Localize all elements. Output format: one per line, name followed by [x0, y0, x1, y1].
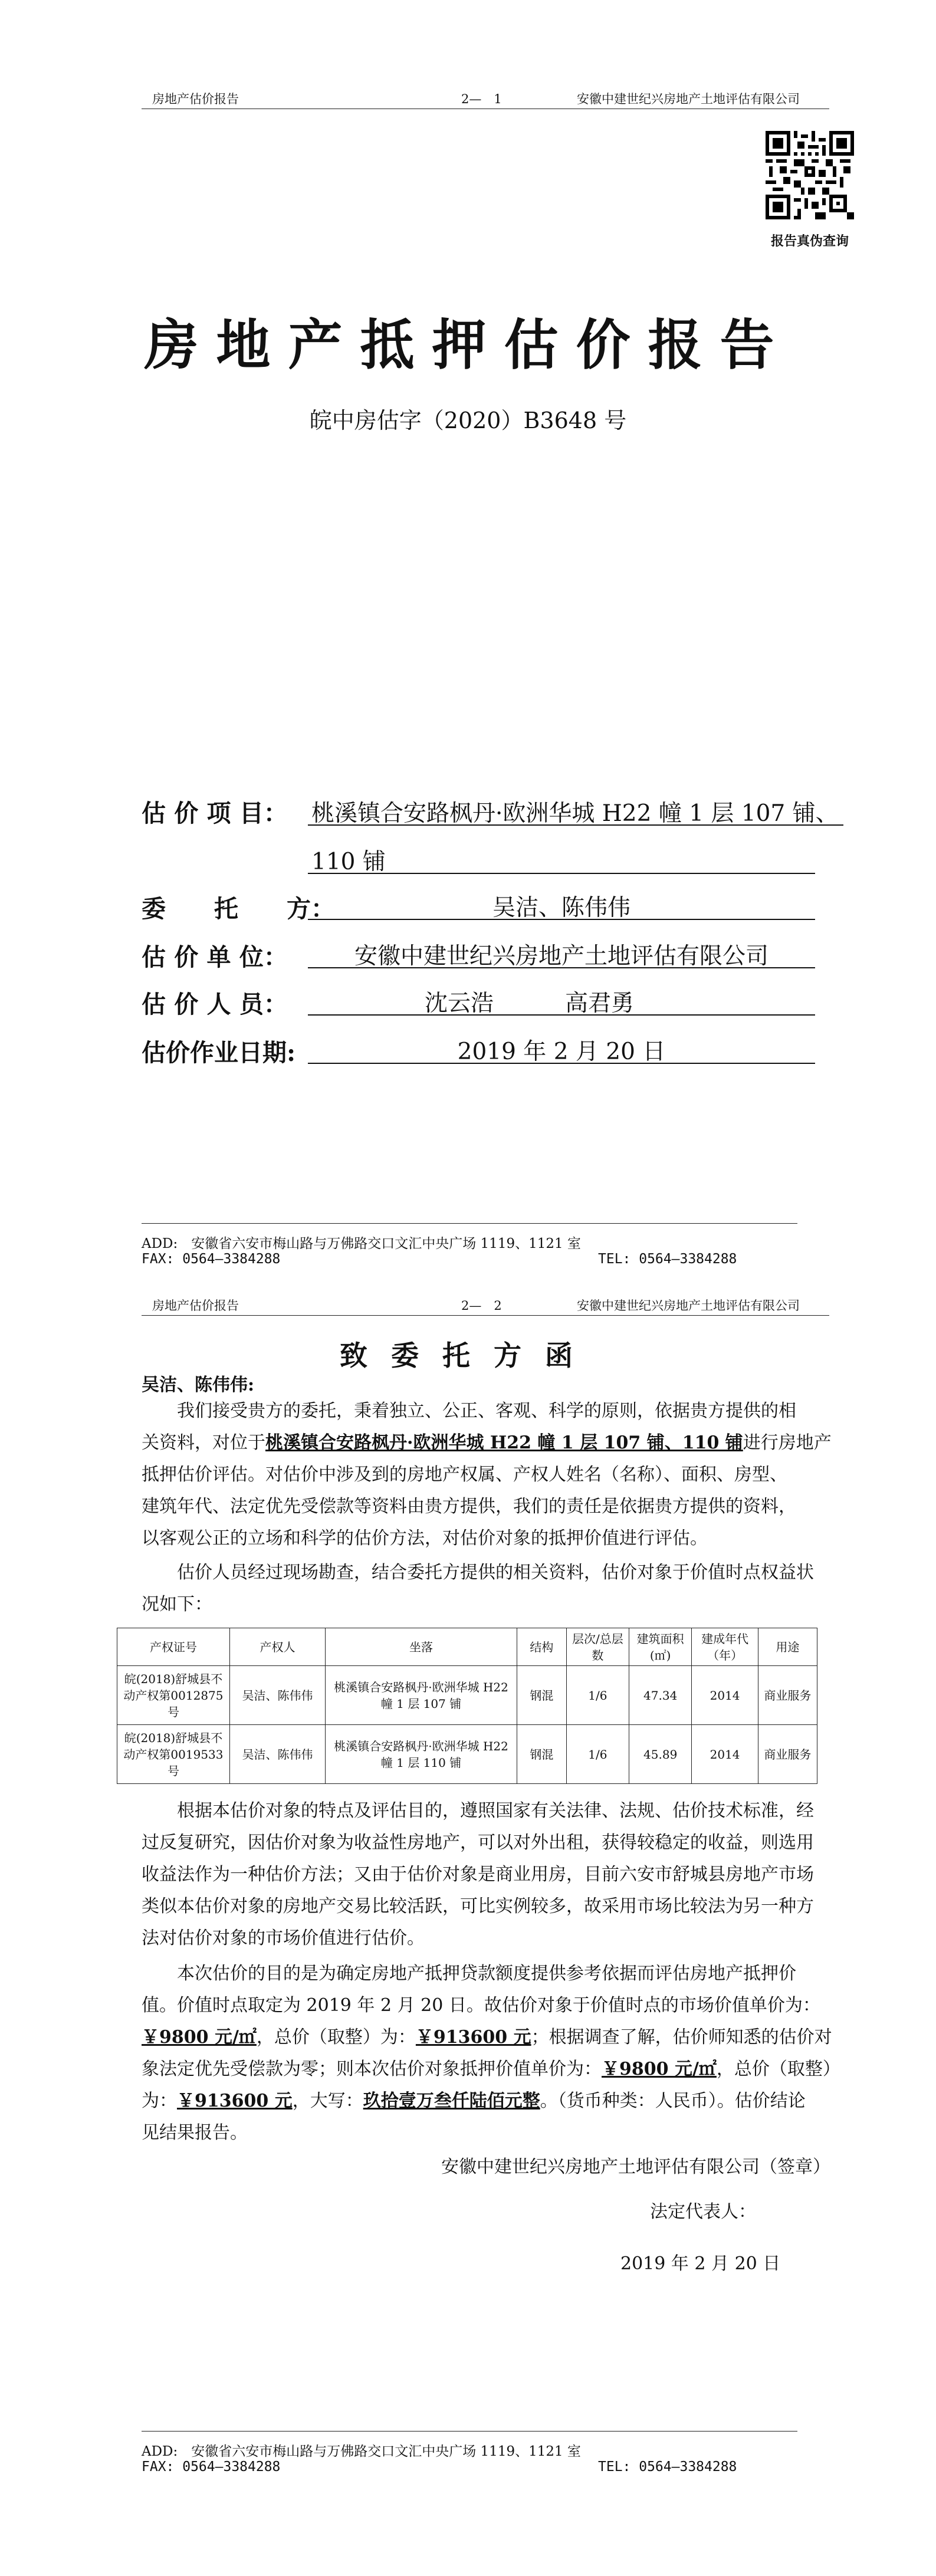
footer-fax: FAX: 0564—3384288	[142, 1251, 281, 1267]
mortgage-total-price: ￥913600 元	[177, 2091, 293, 2111]
signature-representative: 法定代表人：	[650, 2202, 756, 2222]
p3-line4: 类似本估价对象的房地产交易比较活跃，可比实例较多，故采用市场比较法为另一种方	[142, 1896, 814, 1917]
cell-owner: 吴洁、陈伟伟	[229, 1666, 325, 1725]
col-header: 层次/总层数	[566, 1628, 629, 1666]
signature-company: 安徽中建世纪兴房地产土地评估有限公司（签章）	[441, 2157, 830, 2177]
header-right: 安徽中建世纪兴房地产土地评估有限公司	[577, 92, 800, 106]
appraiser-1: 沈云浩	[425, 990, 494, 1017]
p1-line4: 建筑年代、法定优先受偿款等资料由贵方提供，我们的责任是依据贵方提供的资料，	[142, 1496, 796, 1517]
p3-line2: 过反复研究，因估价对象为收益性房地产，可以对外出租，获得较稳定的收益，则选用	[142, 1832, 814, 1853]
property-table	[117, 1628, 817, 1784]
col-header: 产权人	[229, 1628, 325, 1666]
footer-fax: FAX: 0564—3384288	[142, 2459, 281, 2475]
document-number: 皖中房估字（2020）B3648 号	[309, 408, 627, 433]
header-page-number: 2— 1	[461, 92, 502, 106]
qr-caption: 报告真伪查询	[770, 234, 849, 249]
project-value-line2: 110 铺	[311, 849, 386, 875]
col-header: 结构	[517, 1628, 567, 1666]
cell-year: 2014	[692, 1666, 758, 1725]
p1-line2-a: 关资料，对位于	[142, 1432, 265, 1453]
property-address: 桃溪镇合安路枫丹·欧洲华城 H22 幢 1 层 107 铺、110 铺	[265, 1432, 743, 1453]
client-label: 委 托 方：	[142, 895, 335, 923]
cell-cert-no: 皖(2018)舒城县不动产权第0012875 号	[117, 1666, 230, 1725]
footer-address: ADD: 安徽省六安市梅山路与万佛路交口文汇中央广场 1119、1121 室	[142, 2444, 581, 2459]
cell-cert-no: 皖(2018)舒城县不动产权第0019533 号	[117, 1725, 230, 1784]
p1-line2	[142, 1427, 832, 1459]
table-row	[117, 1666, 817, 1725]
market-total-price: ￥913600 元	[415, 2027, 531, 2048]
project-value-line1: 桃溪镇合安路枫丹·欧洲华城 H22 幢 1 层 107 铺、	[311, 800, 839, 827]
p4-line1: 本次估价的目的是为确定房地产抵押贷款额度提供参考依据而评估房地产抵押价	[177, 1963, 796, 1984]
p3-line5: 法对估价对象的市场价值进行估价。	[142, 1928, 425, 1949]
cell-floor: 1/6	[566, 1666, 629, 1725]
unit-underline	[308, 967, 815, 968]
header-rule	[142, 1315, 829, 1316]
col-header: 产权证号	[117, 1628, 230, 1666]
cell-structure: 钢混	[517, 1666, 567, 1725]
col-header: 用途	[758, 1628, 817, 1666]
project-underline-1	[308, 824, 843, 826]
letter-title: 致委托方函	[340, 1340, 596, 1372]
date-value: 2019 年 2 月 20 日	[457, 1039, 666, 1065]
date-underline	[308, 1063, 815, 1064]
footer-address: ADD: 安徽省六安市梅山路与万佛路交口文汇中央广场 1119、1121 室	[142, 1236, 581, 1251]
cell-floor: 1/6	[566, 1725, 629, 1784]
col-header: 建成年代（年）	[692, 1628, 758, 1666]
amount-in-words: 玖拾壹万叁仟陆佰元整	[363, 2091, 540, 2111]
cell-location: 桃溪镇合安路枫丹·欧洲华城 H22 幢 1 层 107 铺	[325, 1666, 517, 1725]
header-page-number: 2— 2	[461, 1299, 502, 1313]
col-header: 建筑面积(㎡)	[629, 1628, 692, 1666]
table-row	[117, 1725, 817, 1784]
footer-tel: TEL: 0564—3384288	[598, 1251, 737, 1267]
p2-line2: 况如下：	[142, 1594, 212, 1615]
appraiser-2: 高君勇	[565, 990, 635, 1017]
project-underline-2	[308, 873, 815, 874]
header-left: 房地产估价报告	[152, 92, 239, 106]
client-underline	[308, 919, 815, 920]
cell-year: 2014	[692, 1725, 758, 1784]
cell-area: 45.89	[629, 1725, 692, 1784]
p4-line3-d: ；根据调查了解，估价师知悉的估价对	[531, 2027, 832, 2048]
cell-structure: 钢混	[517, 1725, 567, 1784]
p4-line3	[142, 2022, 832, 2053]
project-label: 估 价 项 目：	[142, 799, 288, 827]
footer-rule	[142, 2431, 797, 2432]
p4-line5	[142, 2085, 806, 2117]
p4-line4-c: ，总价（取整）	[716, 2059, 840, 2079]
p1-line5: 以客观公正的立场和科学的估价方法，对估价对象的抵押价值进行评估。	[142, 1528, 708, 1549]
unit-value: 安徽中建世纪兴房地产土地评估有限公司	[354, 943, 768, 970]
p3-line3: 收益法作为一种估价方法；又由于估价对象是商业用房，目前六安市舒城县房地产市场	[142, 1864, 814, 1885]
unit-label: 估 价 单 位：	[142, 943, 288, 971]
report-title: 房地产抵押估价报告	[144, 313, 792, 377]
cell-area: 47.34	[629, 1666, 692, 1725]
p4-line4-a: 象法定优先受偿款为零；则本次估价对象抵押价值单价为：	[142, 2059, 602, 2079]
date-label: 估价作业日期:	[142, 1039, 296, 1067]
p3-line1: 根据本估价对象的特点及评估目的，遵照国家有关法律、法规、估价技术标准，经	[177, 1800, 814, 1821]
p1-line2-c: 进行房地产	[743, 1432, 832, 1453]
client-value: 吴洁、陈伟伟	[492, 895, 630, 921]
appraiser-underline	[308, 1014, 815, 1016]
salutation: 吴洁、陈伟伟:	[142, 1375, 255, 1395]
p4-line2: 值。价值时点取定为 2019 年 2 月 20 日。故估价对象于价值时点的市场价值单价为：	[142, 1995, 820, 2016]
mortgage-unit-price: ￥9800 元/㎡	[602, 2059, 717, 2079]
p1-line1: 我们接受贵方的委托，秉着独立、公正、客观、科学的原则，依据贵方提供的相	[177, 1401, 796, 1421]
p4-line6: 见结果报告。	[142, 2122, 248, 2143]
appraiser-label: 估 价 人 员：	[142, 990, 288, 1018]
p1-line3: 抵押估价评估。对估价中涉及到的房地产权属、产权人姓名（名称）、面积、房型、	[142, 1464, 787, 1485]
table-header-row	[117, 1628, 817, 1666]
footer-rule	[142, 1223, 797, 1224]
qr-code-icon[interactable]	[766, 131, 854, 219]
p4-line5-a: 为：	[142, 2091, 177, 2111]
cell-usage: 商业服务	[758, 1725, 817, 1784]
header-right: 安徽中建世纪兴房地产土地评估有限公司	[577, 1299, 800, 1313]
market-unit-price: ￥9800 元/㎡	[142, 2027, 257, 2048]
header-left: 房地产估价报告	[152, 1299, 239, 1313]
p4-line5-c: ，大写：	[292, 2091, 363, 2111]
col-header: 坐落	[325, 1628, 517, 1666]
signature-date: 2019 年 2 月 20 日	[620, 2253, 781, 2274]
cell-owner: 吴洁、陈伟伟	[229, 1725, 325, 1784]
cell-location: 桃溪镇合安路枫丹·欧洲华城 H22 幢 1 层 110 铺	[325, 1725, 517, 1784]
cell-usage: 商业服务	[758, 1666, 817, 1725]
p4-line4	[142, 2053, 840, 2085]
p2-line1: 估价人员经过现场勘查，结合委托方提供的相关资料，估价对象于价值时点权益状	[177, 1562, 814, 1583]
footer-tel: TEL: 0564—3384288	[598, 2459, 737, 2475]
p4-line5-e: 。（货币种类：人民币）。估价结论	[540, 2091, 806, 2111]
p4-line3-b: ，总价（取整）为：	[256, 2027, 416, 2048]
